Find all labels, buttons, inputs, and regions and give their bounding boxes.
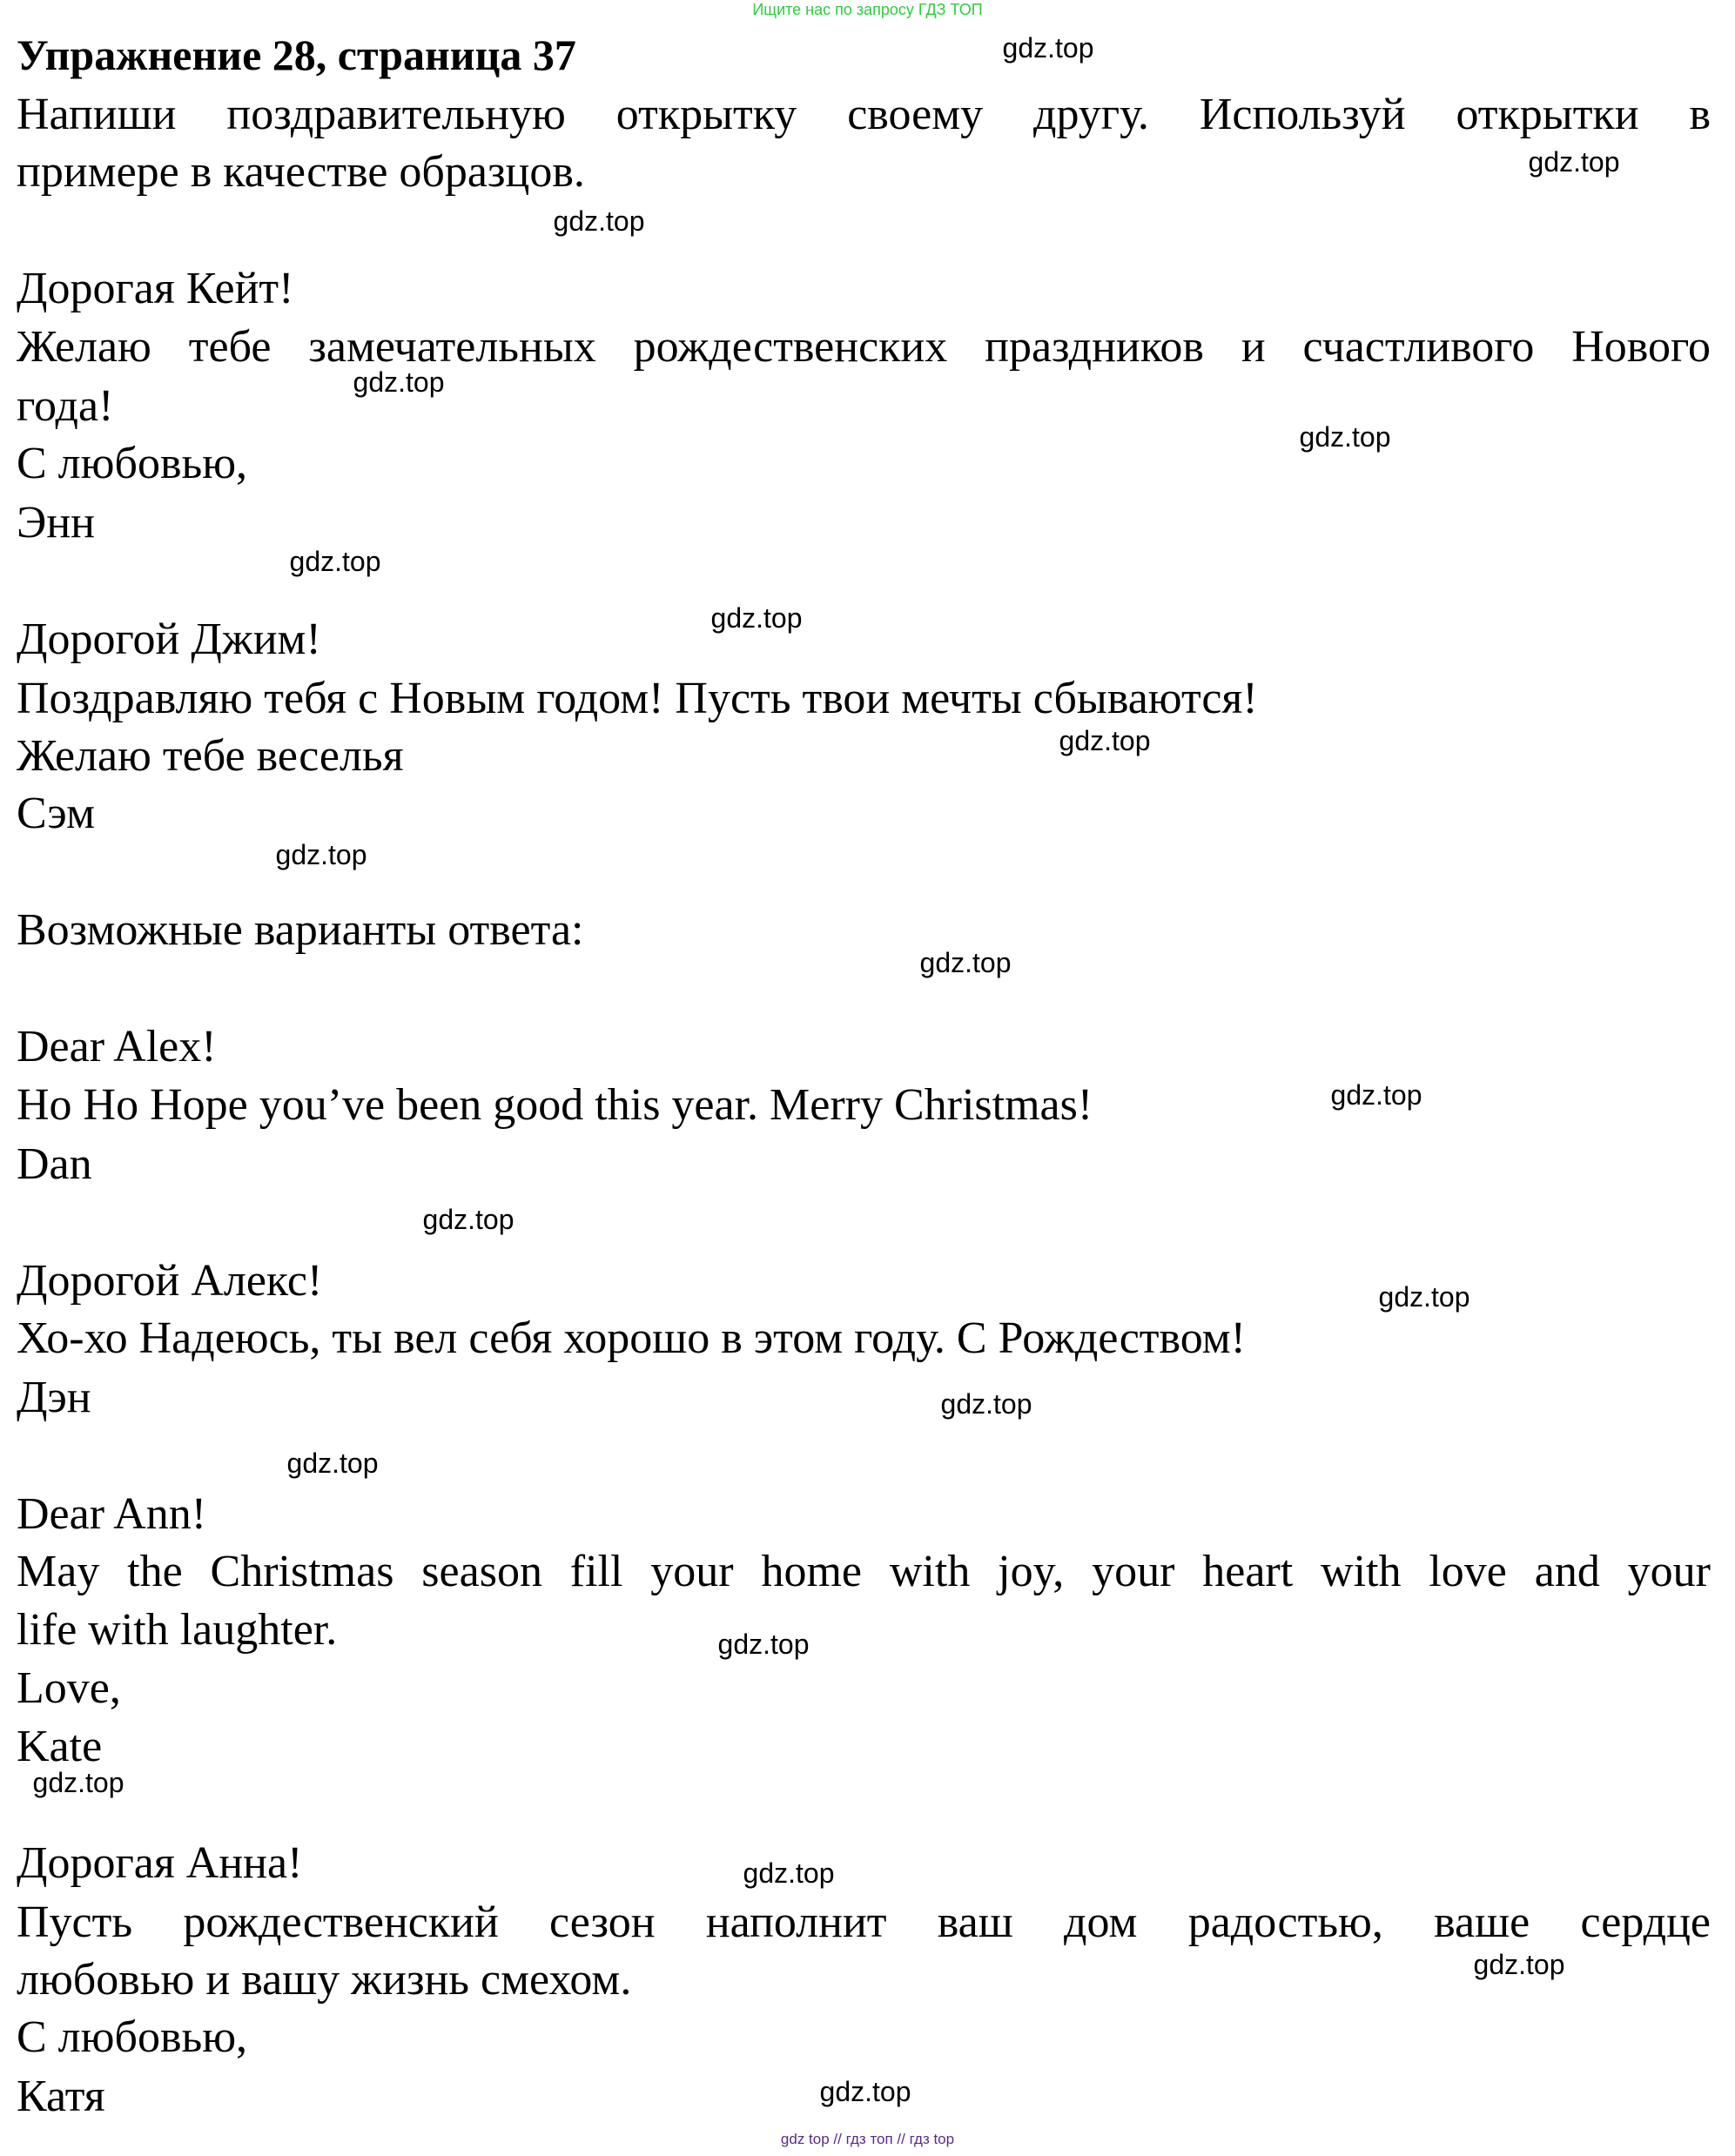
watermark: gdz.top <box>289 546 381 577</box>
footer-links: gdz top // гдз топ // гдз top <box>780 2131 955 2147</box>
watermark: gdz.top <box>32 1767 124 1798</box>
text-line: Дорогая Кейт! <box>17 264 294 313</box>
text-line: Дэн <box>17 1373 91 1422</box>
text-line: примере в качестве образцов. <box>17 147 585 197</box>
watermark: gdz.top <box>940 1388 1032 1420</box>
text-line: Ho Ho Hope you’ve been good this year. Merry Christmas! <box>17 1080 1093 1130</box>
search-hint-banner: Ищите нас по запросу ГДЗ ТОП <box>752 1 983 18</box>
text-line: life with laughter. <box>17 1605 338 1655</box>
text-line: Катя <box>17 2072 105 2121</box>
watermark: gdz.top <box>286 1447 379 1479</box>
watermark: gdz.top <box>1002 32 1094 64</box>
text-line: Желаю тебе замечательных рождественских праздников и счастливого Нового <box>17 322 1711 372</box>
watermark: gdz.top <box>1059 725 1151 756</box>
text-line: любовью и вашу жизнь смехом. <box>17 1955 632 2005</box>
watermark: gdz.top <box>353 366 445 398</box>
watermark: gdz.top <box>422 1204 514 1235</box>
watermark: gdz.top <box>710 602 803 634</box>
watermark: gdz.top <box>919 947 1012 978</box>
watermark: gdz.top <box>1528 146 1620 178</box>
text-line: Dear Alex! <box>17 1022 217 1071</box>
text-line: Дорогой Джим! <box>17 615 321 664</box>
text-line: С любовью, <box>17 439 248 488</box>
text-line: Love, <box>17 1663 121 1713</box>
watermark: gdz.top <box>1378 1281 1470 1313</box>
text-line: Dan <box>17 1139 92 1189</box>
text-line: Dear Ann! <box>17 1489 207 1539</box>
text-line: Возможные варианты ответа: <box>17 905 584 955</box>
watermark: gdz.top <box>743 1857 835 1889</box>
text-line: Дорогой Алекс! <box>17 1256 323 1306</box>
text-line: Kate <box>17 1722 103 1771</box>
watermark: gdz.top <box>717 1629 810 1660</box>
text-line: Желаю тебе веселья <box>17 731 404 781</box>
text-line: Напиши поздравительную открытку своему другу. Используй открытки в <box>17 90 1711 139</box>
text-line: Пусть рождественский сезон наполнит ваш дом радостью, ваше сердце <box>17 1897 1711 1947</box>
watermark: gdz.top <box>1473 1949 1565 1980</box>
page-title: Упражнение 28, страница 37 <box>17 30 576 79</box>
text-line: Сэм <box>17 789 96 838</box>
text-line: Хо-хо Надеюсь, ты вел себя хорошо в этом году. С Рождеством! <box>17 1313 1246 1363</box>
watermark: gdz.top <box>553 205 645 237</box>
watermark: gdz.top <box>275 839 367 870</box>
text-line: года! <box>17 381 114 431</box>
watermark: gdz.top <box>1299 421 1391 453</box>
watermark: gdz.top <box>1330 1079 1422 1111</box>
text-line: С любовью, <box>17 2012 248 2062</box>
text-line: Поздравляю тебя с Новым годом! Пусть твои мечты сбываются! <box>17 674 1258 723</box>
text-line: Энн <box>17 498 95 547</box>
text-line: May the Christmas season fill your home with joy, your heart with love and your <box>17 1547 1711 1596</box>
watermark: gdz.top <box>819 2076 911 2107</box>
text-line: Дорогая Анна! <box>17 1838 303 1888</box>
